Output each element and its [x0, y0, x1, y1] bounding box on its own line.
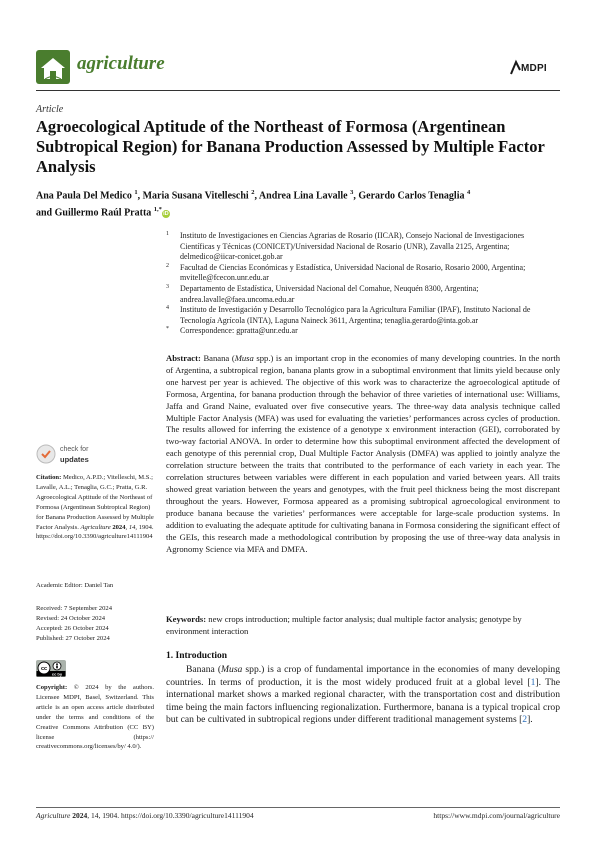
journal-name: agriculture: [77, 53, 165, 74]
footer-citation: [36, 811, 254, 820]
cc-by-license-icon[interactable]: [36, 660, 66, 677]
copyright-label: Copyright:: [36, 684, 68, 691]
citation-text: Medico, A.P.D.; Vitelleschi, M.S.; Lavalle, A.L.; Tenaglia, G.C.; Pratta, G.R. Agroecological Aptitude of the Northeast of Formosa (Argentinean Subtropical Region) for Banana Production Assessed by Multiple Factor Analysis.: [36, 474, 154, 531]
citation-block: Citation: Medico, A.P.D.; Vitelleschi, M.S.; Lavalle, A.L.; Tenaglia, G.C.; Pratta, G.R. Agroecological Aptitude of the Northeast of Formosa (Argentinean Subtropical Region) for Banana Production Assessed by Multiple Factor Analysis. Agriculture 2024, 14, 1904. https://doi.org/10.3390/agriculture14111904: [36, 474, 154, 541]
affiliation-text: Instituto de Investigaciones en Ciencias Agrarias de Rosario (IICAR), Consejo Nacional de Investigaciones Científicas y Técnicas (CONICET)/Universidad Nacional de Rosario (UNR), Zavalla 2125, Argentina; delmedico@iicar-conicet.gob.ar: [180, 231, 525, 262]
revised-date: Revised: 24 October 2024: [36, 614, 106, 622]
citation-label: Citation:: [36, 474, 62, 481]
author-affil-sup: 1,*: [153, 206, 162, 214]
affiliation-text: Departamento de Estadística, Universidad Nacional del Comahue, Neuquén 8300, Argentina; andrea.lavalle@faea.uncoma.edu.ar: [180, 283, 479, 304]
abstract-italic: Musa: [234, 353, 254, 363]
publisher-name: MDPI: [521, 63, 547, 74]
affiliation-number: 2: [166, 262, 169, 269]
author-affil-sup: 1: [134, 189, 138, 196]
check-updates-line1[interactable]: check for: [60, 446, 89, 453]
intro-text: spp.) is a crop of fundamental importance in the economies of many developing countries. In terms of production, it is the most widely produced fruit at a global level [: [166, 664, 560, 688]
affiliation-item: [166, 305, 560, 326]
check-for-updates-icon[interactable]: [36, 444, 56, 464]
dates-block: [36, 604, 154, 644]
footer-doi[interactable]: , 14, 1904. https://doi.org/10.3390/agriculture14111904: [87, 811, 254, 820]
copyright-block: [36, 683, 154, 752]
affiliation-item: [166, 263, 560, 284]
academic-editor: Academic Editor: Daniel Tan: [36, 582, 114, 589]
introduction-paragraph: [166, 664, 560, 727]
accepted-date: Accepted: 26 October 2024: [36, 624, 109, 632]
svg-text:cc: cc: [40, 666, 48, 672]
citation-journal: Agriculture: [80, 523, 111, 531]
author-name[interactable]: Guillermo Raúl Pratta: [54, 207, 152, 219]
affiliation-number: 1: [166, 231, 169, 237]
orcid-icon[interactable]: iD: [163, 210, 169, 217]
abstract-text: Banana (: [203, 353, 235, 363]
author-list: Ana Paula Del Medico $^1$, Maria Susana Vitelleschi $^2$, Andrea Lina Lavalle $^3$, Gerardo Carlos Tenaglia $^4$ and Guillermo Raúl Pratta $^{1,*}$iD: [36, 189, 471, 219]
affiliation-text: Instituto de Investigación y Desarrollo Tecnológico para la Agricultura Familiar (IPAF), Instituto Nacional de Tecnología Agrícola (INTA), Laguna Naineck 3611, Argentina; tenaglia.gerardo@inta.gob.ar: [180, 305, 531, 325]
intro-text: ].: [527, 714, 533, 726]
affiliation-text: Facultad de Ciencias Económicas y Estadística, Universidad Nacional de Rosario, Rosario 2000, Argentina; mvitelle@fcecon.unr.edu.ar: [180, 262, 526, 283]
section-heading: 1. Introduction: [166, 651, 228, 661]
abstract-text: spp.) is an important crop in the economies of many developing countries. In the north of Argentina, a subtropical region, banana plants grow in a suboptimal environment that limits yield because only one harvest per year is achieved. The objective of this work was to characterize the agroecological aptitude of Formosa, Argentina, for banana production through the behavior of three varieties of international use: Williams, Jaffa and Grand Naine, evaluated over five consecutive years. The three-way data analysis technique called Multiple Factor Analysis (MFA) was used for evaluating the varieties’ performances across cycles of production. The results allowed for inferring the existence of a genotype x environment interaction (GEI), corroborated by two-way factorial ANOVA. In order to determine how this suboptimal environment affected the development of each genotype of this perennial crop, Dual Multiple Factor Analysis (DMFA) was applied to jointly analyze the correlation structure between the traits that contributed to the performance of each variety in each year. The correlation structures between variables were different in each population and varied between years. All traits showed great variation between the years and genotypes, with the fruit peel thickness being the most discrepant throughout the years. However, Formosa appeared as a promising subtropical agroecological environment to produce banana because the varieties’ performances were acceptable for large-scale production systems. In addition to evaluating the adequate aptitude for cultivating banana in Formosa considering the significant effect of the GEIs, this research made a methodological contribution by proposing the use of three-way data analysis in Agronomy Science via MFA and DMFA.: [166, 353, 561, 554]
article-type: Article: [36, 104, 64, 115]
keywords: [166, 614, 560, 638]
footer-year: 2024: [72, 811, 88, 820]
correspondence-item: [166, 326, 560, 337]
keywords-label: Keywords:: [166, 614, 207, 624]
author-name[interactable]: Andrea Lina Lavalle: [258, 190, 348, 202]
abstract-label: Abstract:: [166, 353, 201, 363]
intro-text: Banana (: [186, 664, 222, 675]
abstract: [166, 353, 560, 555]
reference-link[interactable]: 2: [522, 714, 528, 726]
affiliation-number: *: [166, 326, 169, 333]
correspondence-text: Correspondence: gpratta@unr.edu.ar: [180, 326, 298, 336]
cc-label: cc by: [51, 671, 63, 677]
check-updates-line2[interactable]: updates: [60, 455, 89, 464]
affiliations: [166, 231, 560, 337]
footer-divider: [36, 807, 560, 808]
header-divider: [36, 90, 560, 91]
keywords-text: new crops introduction; multiple factor analysis; dual multiple factor analysis; genotype by environment interaction: [166, 614, 522, 636]
affiliation-number: 4: [166, 305, 169, 312]
affiliation-item: [166, 231, 560, 263]
author-affil-sup: 2: [251, 189, 255, 196]
author-name[interactable]: Gerardo Carlos Tenaglia: [358, 190, 465, 202]
intro-italic: Musa: [221, 664, 243, 675]
author-affil-sup: 3: [350, 189, 354, 196]
copyright-text: © 2024 by the authors. Licensee MDPI, Basel, Switzerland. This article is an open access article distributed under the terms and conditions of the Creative Commons Attribution (CC BY) license (https:// creativecommons.org/licenses/by/ 4.0/).: [36, 684, 154, 751]
reference-link[interactable]: 1: [530, 676, 536, 688]
published-date: Published: 27 October 2024: [36, 634, 110, 642]
author-name[interactable]: Maria Susana Vitelleschi: [142, 190, 249, 202]
citation-volume: 14: [128, 523, 136, 531]
footer-journal-url[interactable]: https://www.mdpi.com/journal/agriculture: [433, 811, 560, 820]
received-date: Received: 7 September 2024: [36, 605, 112, 612]
citation-doi[interactable]: , 1904. https://doi.org/10.3390/agriculture14111904: [36, 523, 154, 541]
affiliation-number: 3: [166, 283, 169, 290]
footer-journal: Agriculture: [36, 811, 71, 820]
citation-year: 2024: [112, 523, 126, 531]
article-title: Agroecological Aptitude of the Northeast of Formosa (Argentinean Subtropical Region) for Banana Production Assessed by Multiple Factor Analysis: [36, 117, 545, 176]
intro-text: ]. The international market shows a marked regional character, with the transportation cost and distribution time being the main factors influencing regionalization. Furthermore, banana is a typical tropical crop but can be cultivated in subtropical regions under different traditional management systems [: [166, 676, 560, 726]
affiliation-item: [166, 284, 560, 305]
author-name[interactable]: Ana Paula Del Medico: [36, 190, 132, 202]
journal-logo-icon: [36, 50, 70, 84]
author-affil-sup: 4: [467, 189, 471, 196]
